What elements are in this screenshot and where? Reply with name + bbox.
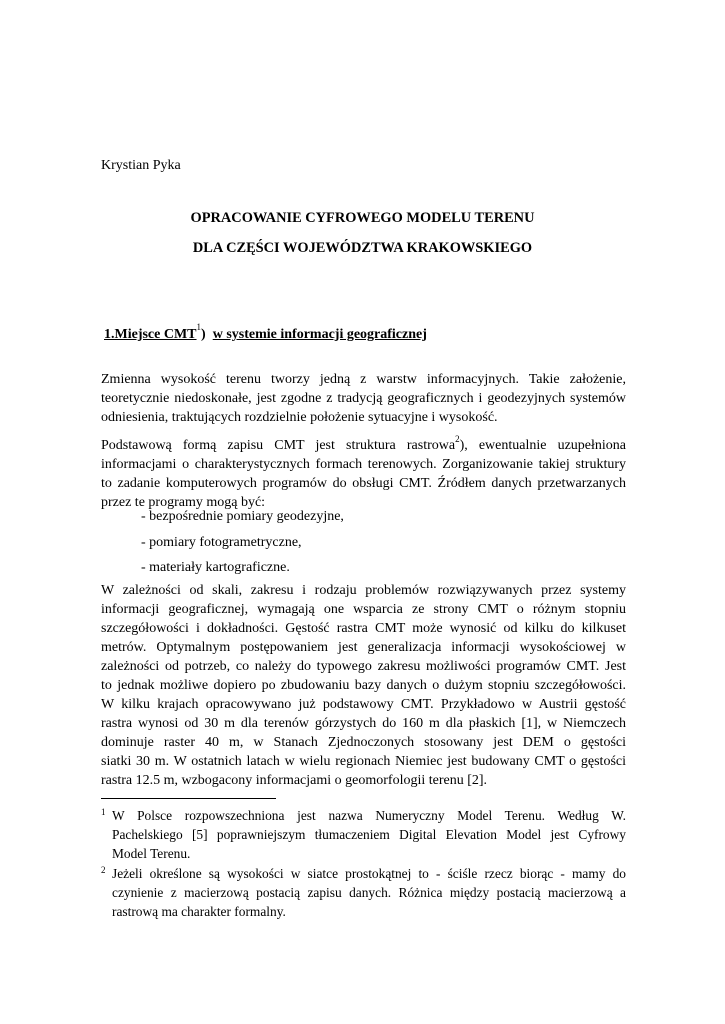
section-heading-paren: ): [201, 327, 206, 342]
section-heading-number-title: 1.Miejsce CMT: [104, 327, 197, 342]
list-item: - pomiary fotogrametryczne,: [141, 535, 302, 550]
paragraph-line: W kilku krajach opracowywano już podstawowy CMT. Przykładowo w Austrii gęstość: [101, 697, 626, 712]
footnote-2: [101, 864, 626, 921]
paragraph-3: [101, 581, 626, 790]
paragraph-line: przez te programy mogą być:: [101, 495, 266, 510]
footnote-ref-1: 1: [196, 322, 202, 332]
paragraph-line: informacji geograficznej, wymagają one wsparcia ze strony CMT o różnym stopniu: [101, 602, 626, 617]
footnote-line: W Polsce rozpowszechniona jest nazwa Numeryczny Model Terenu. Według W.: [112, 808, 626, 823]
paragraph-1: [101, 370, 626, 427]
paragraph-line: to zadanie komputerowych programów do obsługi CMT. Źródłem danych przetwarzanych: [101, 476, 626, 491]
paragraph-line: dominuje raster 40 m, w Stanach Zjednoczonych stosowany jest DEM o gęstości: [101, 735, 626, 750]
paragraph-line: siatki 30 m. W ostatnich latach w wielu regionach Niemiec jest budowany CMT o gęstości: [101, 754, 626, 769]
document-title-line-2: DLA CZĘŚCI WOJEWÓDZTWA KRAKOWSKIEGO: [192, 240, 533, 256]
footnote-ref-2: 2: [455, 434, 460, 444]
section-heading-subtitle: w systemie informacji geograficznej: [212, 327, 427, 342]
paragraph-line: informacjami o charakterystycznych formach terenowych. Zorganizowanie takiej struktury: [101, 457, 626, 472]
paragraph-line: zależności od potrzeb, co należy do typowego zakresu możliwości programów CMT. Jest: [101, 659, 626, 674]
paragraph-line: to jednak możliwe dopiero po zbudowaniu bazy danych o dużym stopniu szczegółowości.: [101, 678, 626, 693]
footnote-line: Jeżeli określone są wysokości w siatce prostokątnej to - ściśle rzecz biorąc - mamy do: [112, 866, 626, 881]
document-title-line-1: OPRACOWANIE CYFROWEGO MODELU TERENU: [190, 210, 535, 226]
footnote-text: [112, 806, 626, 863]
author-name: Krystian Pyka: [101, 158, 181, 173]
paragraph-line: W zależności od skali, zakresu i rodzaju problemów rozwiązywanych przez systemy: [101, 583, 626, 598]
paragraph-line: szczegółowości i dokładności. Gęstość rastra CMT może wynosić od kilku do kilkuset: [101, 621, 626, 636]
paragraph-line: rastra 12.5 m, wzbogacony informacjami o geomorfologii terenu [2].: [101, 773, 488, 788]
footnote-separator: [101, 798, 276, 799]
paragraph-line: metrów. Optymalnym postępowaniem jest generalizacja informacji wysokościowej w: [101, 640, 626, 655]
section-heading: [104, 317, 427, 345]
footnote-line: Model Terenu.: [112, 846, 191, 861]
paragraph-2: [101, 430, 626, 512]
footnote-line: Pachelskiego [5] poprawniejszym tłumaczeniem Digital Elevation Model jest Cyfrowy: [112, 827, 626, 842]
list-item: - materiały kartograficzne.: [141, 560, 290, 575]
paragraph-line: odniesienia, traktujących rozdzielnie położenie sytuacyjne i wysokość.: [101, 410, 498, 425]
footnote-text: [112, 864, 626, 921]
paragraph-line: Zmienna wysokość terenu tworzy jedną z warstw informacyjnych. Takie założenie,: [101, 372, 626, 387]
paragraph-line: teoretycznie niedoskonałe, jest zgodne z tradycją geograficznych i geodezyjnych systemów: [101, 391, 626, 406]
footnote-mark: 2: [101, 865, 106, 875]
footnote-mark: 1: [101, 807, 106, 817]
paragraph-line-text: ), ewentualnie uzupełniona: [459, 438, 626, 453]
footnote-line: czynienie z macierzową postacią zapisu danych. Różnica między postacią macierzową a: [112, 885, 626, 900]
list-item: - bezpośrednie pomiary geodezyjne,: [141, 509, 344, 524]
footnote-1: [101, 806, 626, 863]
footnote-line: rastrową ma charakter formalny.: [112, 904, 286, 919]
paragraph-line: rastra wynosi od 30 m dla terenów górzystych do 160 m dla płaskich [1], w Niemczech: [101, 716, 626, 731]
paragraph-line: [101, 430, 626, 455]
paragraph-line-text: Podstawową formą zapisu CMT jest struktura rastrowa: [101, 438, 456, 453]
